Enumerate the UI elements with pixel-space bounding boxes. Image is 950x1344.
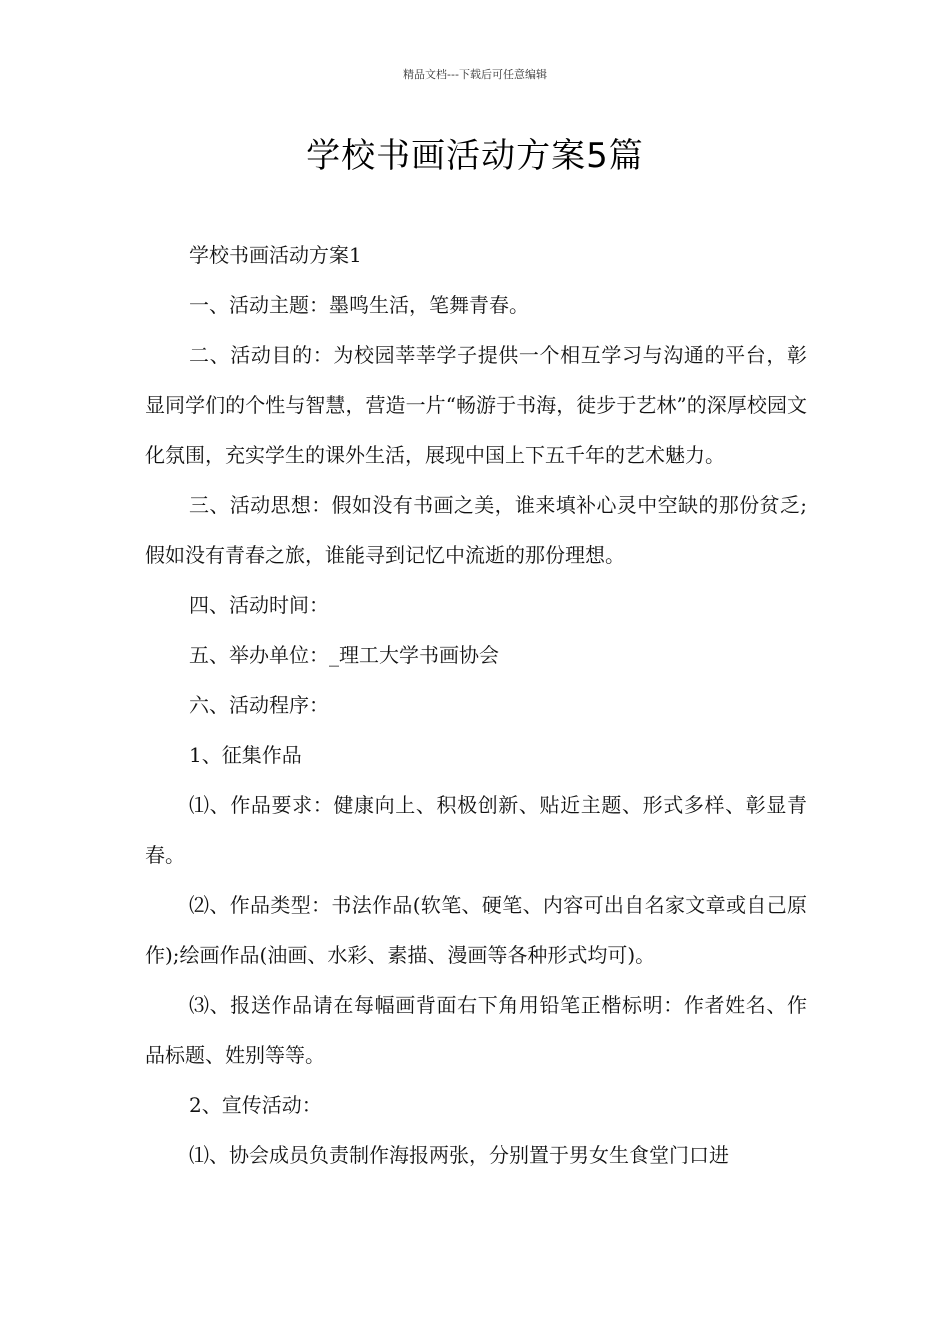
document-body: [145, 230, 807, 1180]
paragraph-collect-works: 1、征集作品: [189, 743, 302, 767]
paragraph-work-types: ⑵、作品类型：书法作品(软笔、硬笔、内容可出自名家文章或自己原作);绘画作品(油画、水彩、素描、漫画等各种形式均可)。: [145, 893, 807, 967]
paragraph-purpose: 二、活动目的：为校园莘莘学子提供一个相互学习与沟通的平台，彰显同学们的个性与智慧，营造一片“畅游于书海，徒步于艺林”的深厚校园文化氛围，充实学生的课外生活，展现中国上下五千年的艺术魅力。: [145, 343, 807, 467]
paragraph-organizer: 五、举办单位：_理工大学书画协会: [189, 643, 499, 667]
paragraph-posters: ⑴、协会成员负责制作海报两张，分别置于男女生食堂门口进: [189, 1143, 729, 1167]
paragraph-publicity: 2、宣传活动：: [189, 1093, 322, 1117]
paragraph-idea: 三、活动思想：假如没有书画之美，谁来填补心灵中空缺的那份贫乏;假如没有青春之旅，谁能寻到记忆中流逝的那份理想。: [145, 493, 807, 567]
document-title: 学校书画活动方案5篇: [306, 136, 644, 176]
paragraph-time: 四、活动时间：: [189, 593, 329, 617]
paragraph-theme: 一、活动主题：墨鸣生活，笔舞青春。: [189, 293, 529, 317]
paragraph-section-heading: 学校书画活动方案1: [189, 243, 362, 267]
paragraph-work-requirements: ⑴、作品要求：健康向上、积极创新、贴近主题、形式多样、彰显青春。: [145, 793, 807, 867]
paragraph-procedure: 六、活动程序：: [189, 693, 329, 717]
paragraph-submission: ⑶、报送作品请在每幅画背面右下角用铅笔正楷标明：作者姓名、作品标题、姓别等等。: [145, 993, 807, 1067]
header-note: 精品文档---下载后可任意编辑: [403, 68, 547, 81]
